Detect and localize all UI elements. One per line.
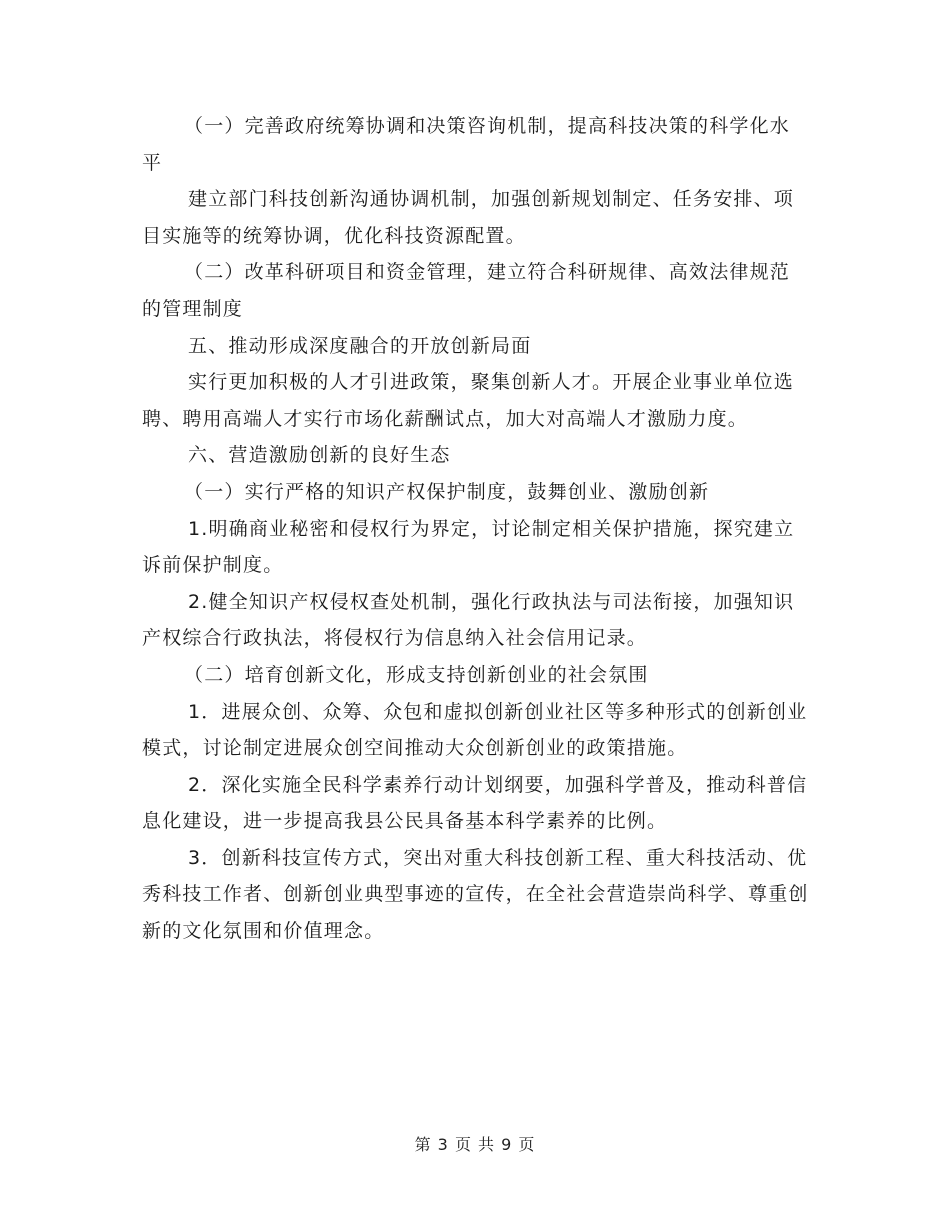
section-heading-6: 六、营造激励创新的良好生态 [188, 444, 451, 467]
section-heading-1-1: （一）完善政府统筹协调和决策咨询机制，提高科技决策的科学化水平 [142, 115, 791, 174]
page-footer [0, 1132, 950, 1155]
list-item: 3．创新科技宣传方式，突出对重大科技创新工程、重大科技活动、优秀科技工作者、创新创业典型事迹的宣传，在全社会营造崇尚科学、尊重创新的文化氛围和价值理念。 [142, 846, 809, 943]
body-paragraph: 实行更加积极的人才引进政策，聚集创新人才。开展企业事业单位选聘、聘用高端人才实行市场化薪酬试点，加大对高端人才激励力度。 [142, 371, 795, 430]
document-body [142, 108, 810, 950]
section-heading-1-2: （二）改革科研项目和资金管理，建立符合科研规律、高效法律规范的管理制度 [142, 261, 791, 320]
list-item: 2.健全知识产权侵权查处机制，强化行政执法与司法衔接，加强知识产权综合行政执法，将侵权行为信息纳入社会信用记录。 [142, 590, 795, 650]
section-heading-5: 五、推动形成深度融合的开放创新局面 [188, 334, 532, 357]
list-item: 1．进展众创、众筹、众包和虚拟创新创业社区等多种形式的创新创业模式，讨论制定进展众创空间推动大众创新创业的政策措施。 [142, 700, 808, 760]
section-heading-6-2: （二）培育创新文化，形成支持创新创业的社会氛围 [184, 663, 649, 686]
body-paragraph: 建立部门科技创新沟通协调机制，加强创新规划制定、任务安排、项目实施等的统筹协调，优化科技资源配置。 [142, 188, 795, 247]
list-item: 2．深化实施全民科学素养行动计划纲要，加强科学普及，推动科普信息化建设，进一步提高我县公民具备基本科学素养的比例。 [142, 773, 808, 833]
list-item: 1.明确商业秘密和侵权行为界定，讨论制定相关保护措施，探究建立诉前保护制度。 [142, 517, 795, 577]
page-number: 第 3 页 共 9 页 [414, 1135, 536, 1154]
section-heading-6-1: （一）实行严格的知识产权保护制度，鼓舞创业、激励创新 [184, 480, 710, 503]
